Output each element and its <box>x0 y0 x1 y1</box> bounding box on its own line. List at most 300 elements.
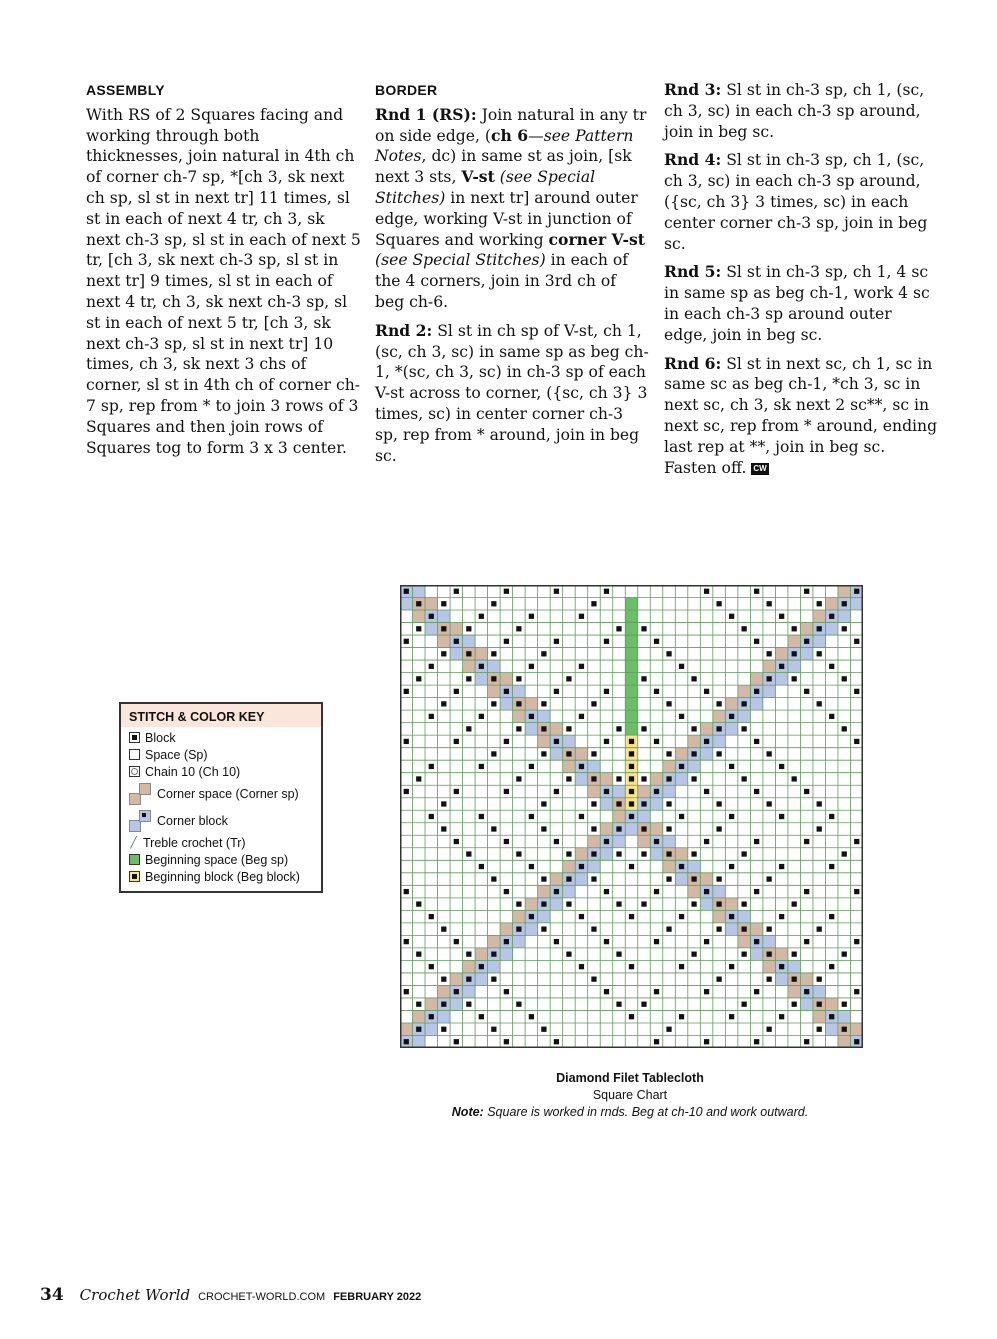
corner-cell <box>700 873 713 886</box>
block-mark <box>804 639 809 644</box>
block-mark <box>679 1014 684 1019</box>
space-symbol-icon <box>129 749 140 760</box>
block-mark <box>441 926 446 931</box>
block-mark <box>404 589 409 594</box>
block-mark <box>829 914 834 919</box>
square-chart-grid <box>400 585 863 1048</box>
corner-cell <box>788 985 801 998</box>
round-2-text: Sl st in ch sp of V-st, ch 1, (sc, ch 3, sc) in same sp as beg ch-1, *(sc, ch 3, sc) in ch-3 sp of each V-st across to corner, ({sc, ch 3} 3 times, sc) in center corner ch-3 sp, rep from * around, join in beg sc. <box>375 321 649 465</box>
block-mark <box>829 664 834 669</box>
corner-cell <box>575 748 588 761</box>
block-mark <box>654 939 659 944</box>
block-mark <box>666 751 671 756</box>
border-column <box>375 80 650 474</box>
block-mark <box>466 851 471 856</box>
corner-cell <box>475 673 488 686</box>
corner-cell <box>588 860 601 873</box>
corner-cell <box>675 848 688 861</box>
block-mark <box>591 826 596 831</box>
corner-cell <box>650 848 663 861</box>
block-mark <box>829 864 834 869</box>
block-mark <box>666 826 671 831</box>
block-mark <box>566 901 571 906</box>
block-mark <box>404 739 409 744</box>
block-mark <box>754 839 759 844</box>
corner-cell <box>638 835 651 848</box>
block-mark <box>454 689 459 694</box>
corner-cell <box>500 923 513 936</box>
block-mark <box>591 876 596 881</box>
block-mark <box>516 776 521 781</box>
block-mark <box>529 1014 534 1019</box>
beg-space-cell <box>625 610 638 623</box>
block-mark <box>504 889 509 894</box>
corner-cell <box>575 873 588 886</box>
block-mark <box>716 901 721 906</box>
corner-cell <box>400 598 413 611</box>
round-1-text: Join natural in any tr on side edge, ( <box>375 105 647 145</box>
key-label: Block <box>145 730 176 745</box>
block-mark <box>579 764 584 769</box>
block-mark <box>716 801 721 806</box>
beg-space-cell <box>625 635 638 648</box>
block-mark <box>792 1002 797 1007</box>
corner-cell <box>475 973 488 986</box>
chart-note-label: Note: <box>451 1105 484 1119</box>
block-symbol-icon <box>129 732 140 743</box>
block-mark <box>754 889 759 894</box>
block-mark <box>741 701 746 706</box>
corner-cell <box>538 885 551 898</box>
corner-cell <box>563 860 576 873</box>
corner-cell <box>813 610 826 623</box>
round-1 <box>375 105 650 313</box>
block-mark <box>616 901 621 906</box>
block-mark <box>566 751 571 756</box>
block-mark <box>516 901 521 906</box>
block-mark <box>854 889 859 894</box>
block-mark <box>854 739 859 744</box>
corner-cell <box>800 973 813 986</box>
block-mark <box>629 751 634 756</box>
corner-cell <box>600 848 613 861</box>
beg-space-cell <box>625 623 638 636</box>
assembly-column <box>86 80 361 466</box>
block-mark <box>429 1014 434 1019</box>
block-mark <box>679 664 684 669</box>
round-1-text-3: in next tr] around outer edge, working V-st in junction of Squares and working <box>375 188 638 249</box>
block-mark <box>566 876 571 881</box>
block-mark <box>767 977 772 982</box>
corner-cell <box>538 710 551 723</box>
corner-cell <box>713 910 726 923</box>
block-mark <box>654 989 659 994</box>
block-mark <box>554 839 559 844</box>
corner-cell <box>838 1010 851 1023</box>
block-mark <box>554 739 559 744</box>
block-mark <box>454 939 459 944</box>
corner-cell <box>525 723 538 736</box>
block-mark <box>716 701 721 706</box>
corner-cell <box>613 810 626 823</box>
block-mark <box>566 952 571 957</box>
round-2-label: Rnd 2: <box>375 320 433 340</box>
round-1-bold-2: V-st <box>461 167 495 187</box>
corner-cell <box>688 760 701 773</box>
corner-cell <box>550 748 563 761</box>
block-mark <box>754 589 759 594</box>
block-mark <box>829 1014 834 1019</box>
magazine-site: CROCHET-WORLD.COM <box>198 1291 326 1303</box>
block-mark <box>804 789 809 794</box>
corner-cell <box>538 735 551 748</box>
block-mark <box>579 614 584 619</box>
block-mark <box>704 1039 709 1044</box>
block-mark <box>591 701 596 706</box>
beg-space-cell <box>625 673 638 686</box>
block-mark <box>817 926 822 931</box>
beg-space-symbol-icon <box>129 854 140 865</box>
block-mark <box>579 714 584 719</box>
block-mark <box>716 601 721 606</box>
corner-cell <box>825 598 838 611</box>
block-mark <box>529 864 534 869</box>
block-mark <box>491 651 496 656</box>
corner-cell <box>825 1023 838 1036</box>
block-mark <box>842 601 847 606</box>
block-mark <box>591 801 596 806</box>
block-mark <box>716 977 721 982</box>
round-6 <box>664 354 939 479</box>
block-mark <box>691 676 696 681</box>
corner-cell <box>775 973 788 986</box>
block-mark <box>629 814 634 819</box>
block-mark <box>804 989 809 994</box>
block-mark <box>691 851 696 856</box>
beg-space-cell <box>625 698 638 711</box>
block-mark <box>541 876 546 881</box>
block-mark <box>479 714 484 719</box>
key-item-corner-block <box>129 807 313 834</box>
corner-cell <box>775 673 788 686</box>
block-mark <box>666 701 671 706</box>
corner-cell <box>425 1023 438 1036</box>
corner-cell <box>750 948 763 961</box>
corner-cell <box>750 698 763 711</box>
block-mark <box>854 939 859 944</box>
corner-cell <box>588 760 601 773</box>
key-label: Chain 10 (Ch 10) <box>145 764 241 779</box>
block-mark <box>579 814 584 819</box>
block-mark <box>666 776 671 781</box>
block-mark <box>416 676 421 681</box>
block-mark <box>829 614 834 619</box>
block-mark <box>454 589 459 594</box>
corner-cell <box>425 623 438 636</box>
key-item-beg-space <box>129 851 313 868</box>
block-mark <box>754 789 759 794</box>
block-mark <box>767 801 772 806</box>
block-mark <box>504 589 509 594</box>
block-mark <box>591 601 596 606</box>
corner-cell <box>488 660 501 673</box>
treble-symbol-icon: ╱ <box>130 837 137 849</box>
corner-cell <box>838 610 851 623</box>
block-mark <box>691 901 696 906</box>
block-mark <box>491 876 496 881</box>
corner-cell <box>513 935 526 948</box>
block-mark <box>441 801 446 806</box>
chain-symbol-icon <box>129 766 140 777</box>
block-mark <box>441 601 446 606</box>
block-mark <box>817 701 822 706</box>
round-3 <box>664 80 939 142</box>
round-1-text-2: , dc) in same st as join, [sk next 3 sts, <box>375 147 632 187</box>
block-mark <box>754 739 759 744</box>
corner-cell <box>525 923 538 936</box>
block-mark <box>479 664 484 669</box>
corner-cell <box>738 710 751 723</box>
block-mark <box>516 851 521 856</box>
block-mark <box>804 939 809 944</box>
border-column-2 <box>664 80 939 486</box>
block-mark <box>704 789 709 794</box>
block-mark <box>654 1039 659 1044</box>
beg-space-cell <box>625 710 638 723</box>
round-1-bold-3: corner V-st <box>548 229 645 249</box>
corner-cell <box>788 660 801 673</box>
corner-cell <box>513 710 526 723</box>
block-mark <box>629 739 634 744</box>
block-mark <box>504 739 509 744</box>
block-mark <box>616 952 621 957</box>
round-3-label: Rnd 3: <box>664 80 722 99</box>
block-mark <box>854 589 859 594</box>
block-mark <box>504 789 509 794</box>
block-mark <box>541 751 546 756</box>
block-mark <box>554 689 559 694</box>
block-mark <box>416 601 421 606</box>
block-mark <box>454 739 459 744</box>
block-mark <box>454 839 459 844</box>
corner-cell <box>663 835 676 848</box>
block-mark <box>704 939 709 944</box>
corner-cell <box>675 773 688 786</box>
beg-space-cell <box>625 685 638 698</box>
key-label: Beginning space (Beg sp) <box>145 852 289 867</box>
block-mark <box>704 839 709 844</box>
block-mark <box>504 989 509 994</box>
square-chart <box>400 585 863 1048</box>
block-mark <box>604 939 609 944</box>
corner-cell <box>488 960 501 973</box>
corner-cell <box>525 698 538 711</box>
block-mark <box>679 764 684 769</box>
corner-cell <box>513 685 526 698</box>
corner-cell <box>688 885 701 898</box>
corner-cell <box>463 960 476 973</box>
corner-cell <box>500 673 513 686</box>
block-mark <box>579 964 584 969</box>
block-mark <box>754 639 759 644</box>
block-mark <box>704 889 709 894</box>
block-mark <box>429 914 434 919</box>
block-mark <box>491 601 496 606</box>
block-mark <box>716 726 721 731</box>
block-mark <box>842 626 847 631</box>
block-mark <box>504 939 509 944</box>
block-mark <box>404 1039 409 1044</box>
corner-cell <box>700 898 713 911</box>
block-mark <box>516 726 521 731</box>
block-mark <box>604 789 609 794</box>
block-mark <box>729 864 734 869</box>
corner-cell <box>775 648 788 661</box>
round-1-bold-1: ch 6 <box>490 125 529 145</box>
block-mark <box>604 989 609 994</box>
corner-cell <box>713 885 726 898</box>
block-mark <box>616 826 621 831</box>
block-mark <box>416 1002 421 1007</box>
key-item-space <box>129 746 313 763</box>
corner-cell <box>563 760 576 773</box>
block-mark <box>466 651 471 656</box>
block-mark <box>641 676 646 681</box>
corner-cell <box>613 785 626 798</box>
corner-cell <box>700 748 713 761</box>
corner-cell <box>675 748 688 761</box>
block-mark <box>566 726 571 731</box>
corner-cell <box>850 598 863 611</box>
block-mark <box>466 977 471 982</box>
block-mark <box>767 676 772 681</box>
block-mark <box>729 914 734 919</box>
block-mark <box>691 876 696 881</box>
round-5 <box>664 262 939 345</box>
corner-cell <box>513 910 526 923</box>
block-mark <box>541 801 546 806</box>
corner-cell <box>775 948 788 961</box>
block-mark <box>541 726 546 731</box>
beg-space-cell <box>625 723 638 736</box>
corner-cell <box>825 998 838 1011</box>
corner-cell <box>438 1010 451 1023</box>
round-4-text: Sl st in ch-3 sp, ch 1, (sc, ch 3, sc) in each ch-3 sp around, ({sc, ch 3} 3 times, sc) in each center corner ch-3 sp, join in beg sc. <box>664 151 928 253</box>
corner-cell <box>838 585 851 598</box>
corner-cell <box>450 648 463 661</box>
block-mark <box>654 739 659 744</box>
block-mark <box>404 789 409 794</box>
round-6-label: Rnd 6: <box>664 353 722 373</box>
block-mark <box>541 826 546 831</box>
block-mark <box>704 739 709 744</box>
block-mark <box>629 914 634 919</box>
block-mark <box>541 1027 546 1032</box>
corner-cell <box>550 723 563 736</box>
block-mark <box>616 626 621 631</box>
corner-cell <box>550 873 563 886</box>
block-mark <box>741 926 746 931</box>
cw-end-badge: CW <box>753 463 767 473</box>
block-mark <box>629 764 634 769</box>
block-mark <box>629 964 634 969</box>
corner-cell <box>813 1010 826 1023</box>
corner-cell <box>738 935 751 948</box>
block-mark <box>641 626 646 631</box>
block-mark <box>616 776 621 781</box>
corner-cell <box>413 585 426 598</box>
block-mark <box>654 689 659 694</box>
key-label: Treble crochet (Tr) <box>143 835 246 850</box>
block-mark <box>842 676 847 681</box>
block-mark <box>804 889 809 894</box>
round-1-italic-3: (see Special Stitches) <box>375 251 546 270</box>
block-mark <box>479 964 484 969</box>
key-item-block <box>129 729 313 746</box>
corner-cell <box>500 698 513 711</box>
corner-cell <box>850 1023 863 1036</box>
block-mark <box>604 739 609 744</box>
block-mark <box>666 1027 671 1032</box>
block-mark <box>454 1039 459 1044</box>
corner-cell <box>800 998 813 1011</box>
block-mark <box>779 964 784 969</box>
corner-cell <box>638 785 651 798</box>
key-item-beg-block <box>129 868 313 885</box>
corner-cell <box>763 660 776 673</box>
block-mark <box>466 626 471 631</box>
block-mark <box>491 676 496 681</box>
corner-cell <box>588 785 601 798</box>
corner-cell <box>613 835 626 848</box>
block-mark <box>491 826 496 831</box>
block-mark <box>817 801 822 806</box>
block-mark <box>529 614 534 619</box>
block-mark <box>591 776 596 781</box>
corner-cell <box>700 723 713 736</box>
corner-cell <box>825 623 838 636</box>
block-mark <box>854 689 859 694</box>
block-mark <box>779 814 784 819</box>
block-mark <box>854 989 859 994</box>
corner-cell <box>475 648 488 661</box>
block-mark <box>842 851 847 856</box>
round-4-label: Rnd 4: <box>664 150 722 170</box>
corner-cell <box>788 960 801 973</box>
block-mark <box>792 651 797 656</box>
key-label: Corner block <box>157 813 228 828</box>
corner-cell <box>675 873 688 886</box>
block-mark <box>817 626 822 631</box>
corner-cell <box>725 923 738 936</box>
corner-cell <box>638 810 651 823</box>
round-5-label: Rnd 5: <box>664 262 722 282</box>
block-mark <box>454 989 459 994</box>
key-label: Corner space (Corner sp) <box>157 786 299 801</box>
block-mark <box>704 989 709 994</box>
block-mark <box>516 701 521 706</box>
block-mark <box>792 676 797 681</box>
block-mark <box>616 801 621 806</box>
block-mark <box>842 952 847 957</box>
corner-cell <box>725 698 738 711</box>
chart-note-text: Square is worked in rnds. Beg at ch-10 and work outward. <box>483 1105 809 1119</box>
key-item-corner-space <box>129 780 313 807</box>
block-mark <box>767 651 772 656</box>
corner-cell <box>713 710 726 723</box>
block-mark <box>679 914 684 919</box>
block-mark <box>829 964 834 969</box>
